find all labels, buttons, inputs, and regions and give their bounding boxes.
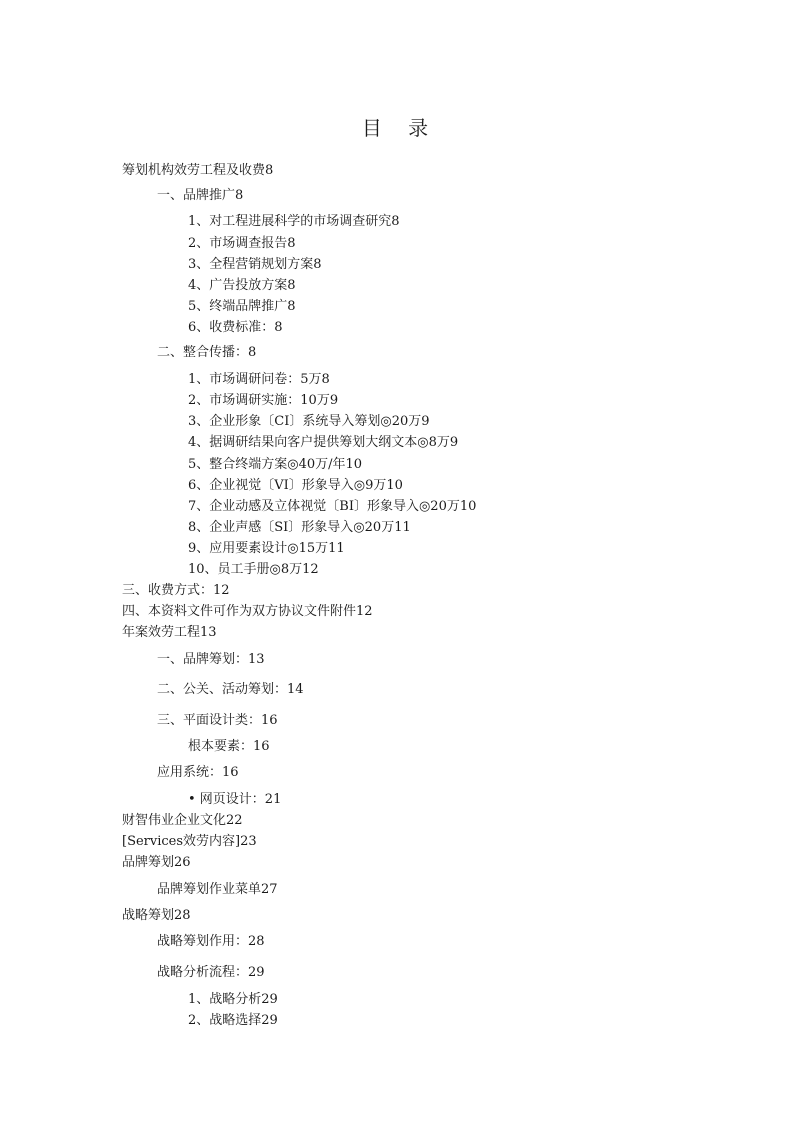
toc-entry[interactable]: 9、应用要素设计◎15万11: [188, 541, 345, 556]
toc-entry[interactable]: 四、本资料文件可作为双方协议文件附件12: [122, 604, 373, 619]
toc-entry[interactable]: 4、广告投放方案8: [188, 278, 296, 293]
toc-entry[interactable]: 2、市场调研实施：10万9: [188, 393, 339, 408]
toc-entry[interactable]: 6、企业视觉〔VI〕形象导入◎9万10: [188, 478, 403, 493]
toc-entry[interactable]: 应用系统：16: [157, 765, 239, 780]
toc-entry[interactable]: 10、员工手册◎8万12: [188, 562, 319, 577]
toc-entry[interactable]: 6、收费标准：8: [188, 320, 283, 335]
toc-entry[interactable]: 8、企业声感〔SI〕形象导入◎20万11: [188, 520, 411, 535]
toc-entry[interactable]: • 网页设计：21: [188, 792, 282, 807]
toc-entry[interactable]: 4、据调研结果向客户提供筹划大纲文本◎8万9: [188, 435, 459, 450]
toc-entry[interactable]: 2、战略选择29: [188, 1013, 278, 1028]
toc-entry[interactable]: 筹划机构效劳工程及收费8: [122, 163, 274, 178]
toc-entry[interactable]: 战略筹划作用：28: [157, 934, 265, 949]
toc-entry[interactable]: 1、战略分析29: [188, 992, 278, 1007]
toc-entry[interactable]: 7、企业动感及立体视觉〔BI〕形象导入◎20万10: [188, 499, 477, 514]
toc-entry[interactable]: 一、品牌推广8: [157, 188, 244, 203]
toc-entry[interactable]: 战略筹划28: [122, 908, 191, 923]
toc-entry[interactable]: 5、终端品牌推广8: [188, 299, 296, 314]
toc-entry[interactable]: 品牌筹划作业菜单27: [157, 882, 278, 897]
toc-entry[interactable]: 一、品牌筹划：13: [157, 652, 265, 667]
toc-entry[interactable]: 2、市场调查报告8: [188, 236, 296, 251]
toc-entry[interactable]: 年案效劳工程13: [122, 625, 217, 640]
toc-entry[interactable]: 战略分析流程：29: [157, 965, 265, 980]
toc-entry[interactable]: 三、收费方式：12: [122, 583, 230, 598]
toc-entry[interactable]: 品牌筹划26: [122, 855, 191, 870]
toc-entry[interactable]: 二、整合传播：8: [157, 345, 257, 360]
toc-entry[interactable]: 1、对工程进展科学的市场调查研究8: [188, 214, 400, 229]
toc-entry[interactable]: [Services效劳内容]23: [122, 834, 257, 849]
toc-entry[interactable]: 财智伟业企业文化22: [122, 813, 243, 828]
toc-entry[interactable]: 1、市场调研问卷：5万8: [188, 372, 330, 387]
toc-entry[interactable]: 5、整合终端方案◎40万/年10: [188, 457, 363, 472]
toc-entry[interactable]: 二、公关、活动筹划：14: [157, 682, 304, 697]
toc-entry[interactable]: 3、全程营销规划方案8: [188, 257, 322, 272]
toc-entry[interactable]: 3、企业形象〔CI〕系统导入筹划◎20万9: [188, 414, 430, 429]
page-title: 目 录: [361, 116, 439, 140]
toc-entry[interactable]: 根本要素：16: [188, 739, 270, 754]
toc-entry[interactable]: 三、平面设计类：16: [157, 713, 278, 728]
